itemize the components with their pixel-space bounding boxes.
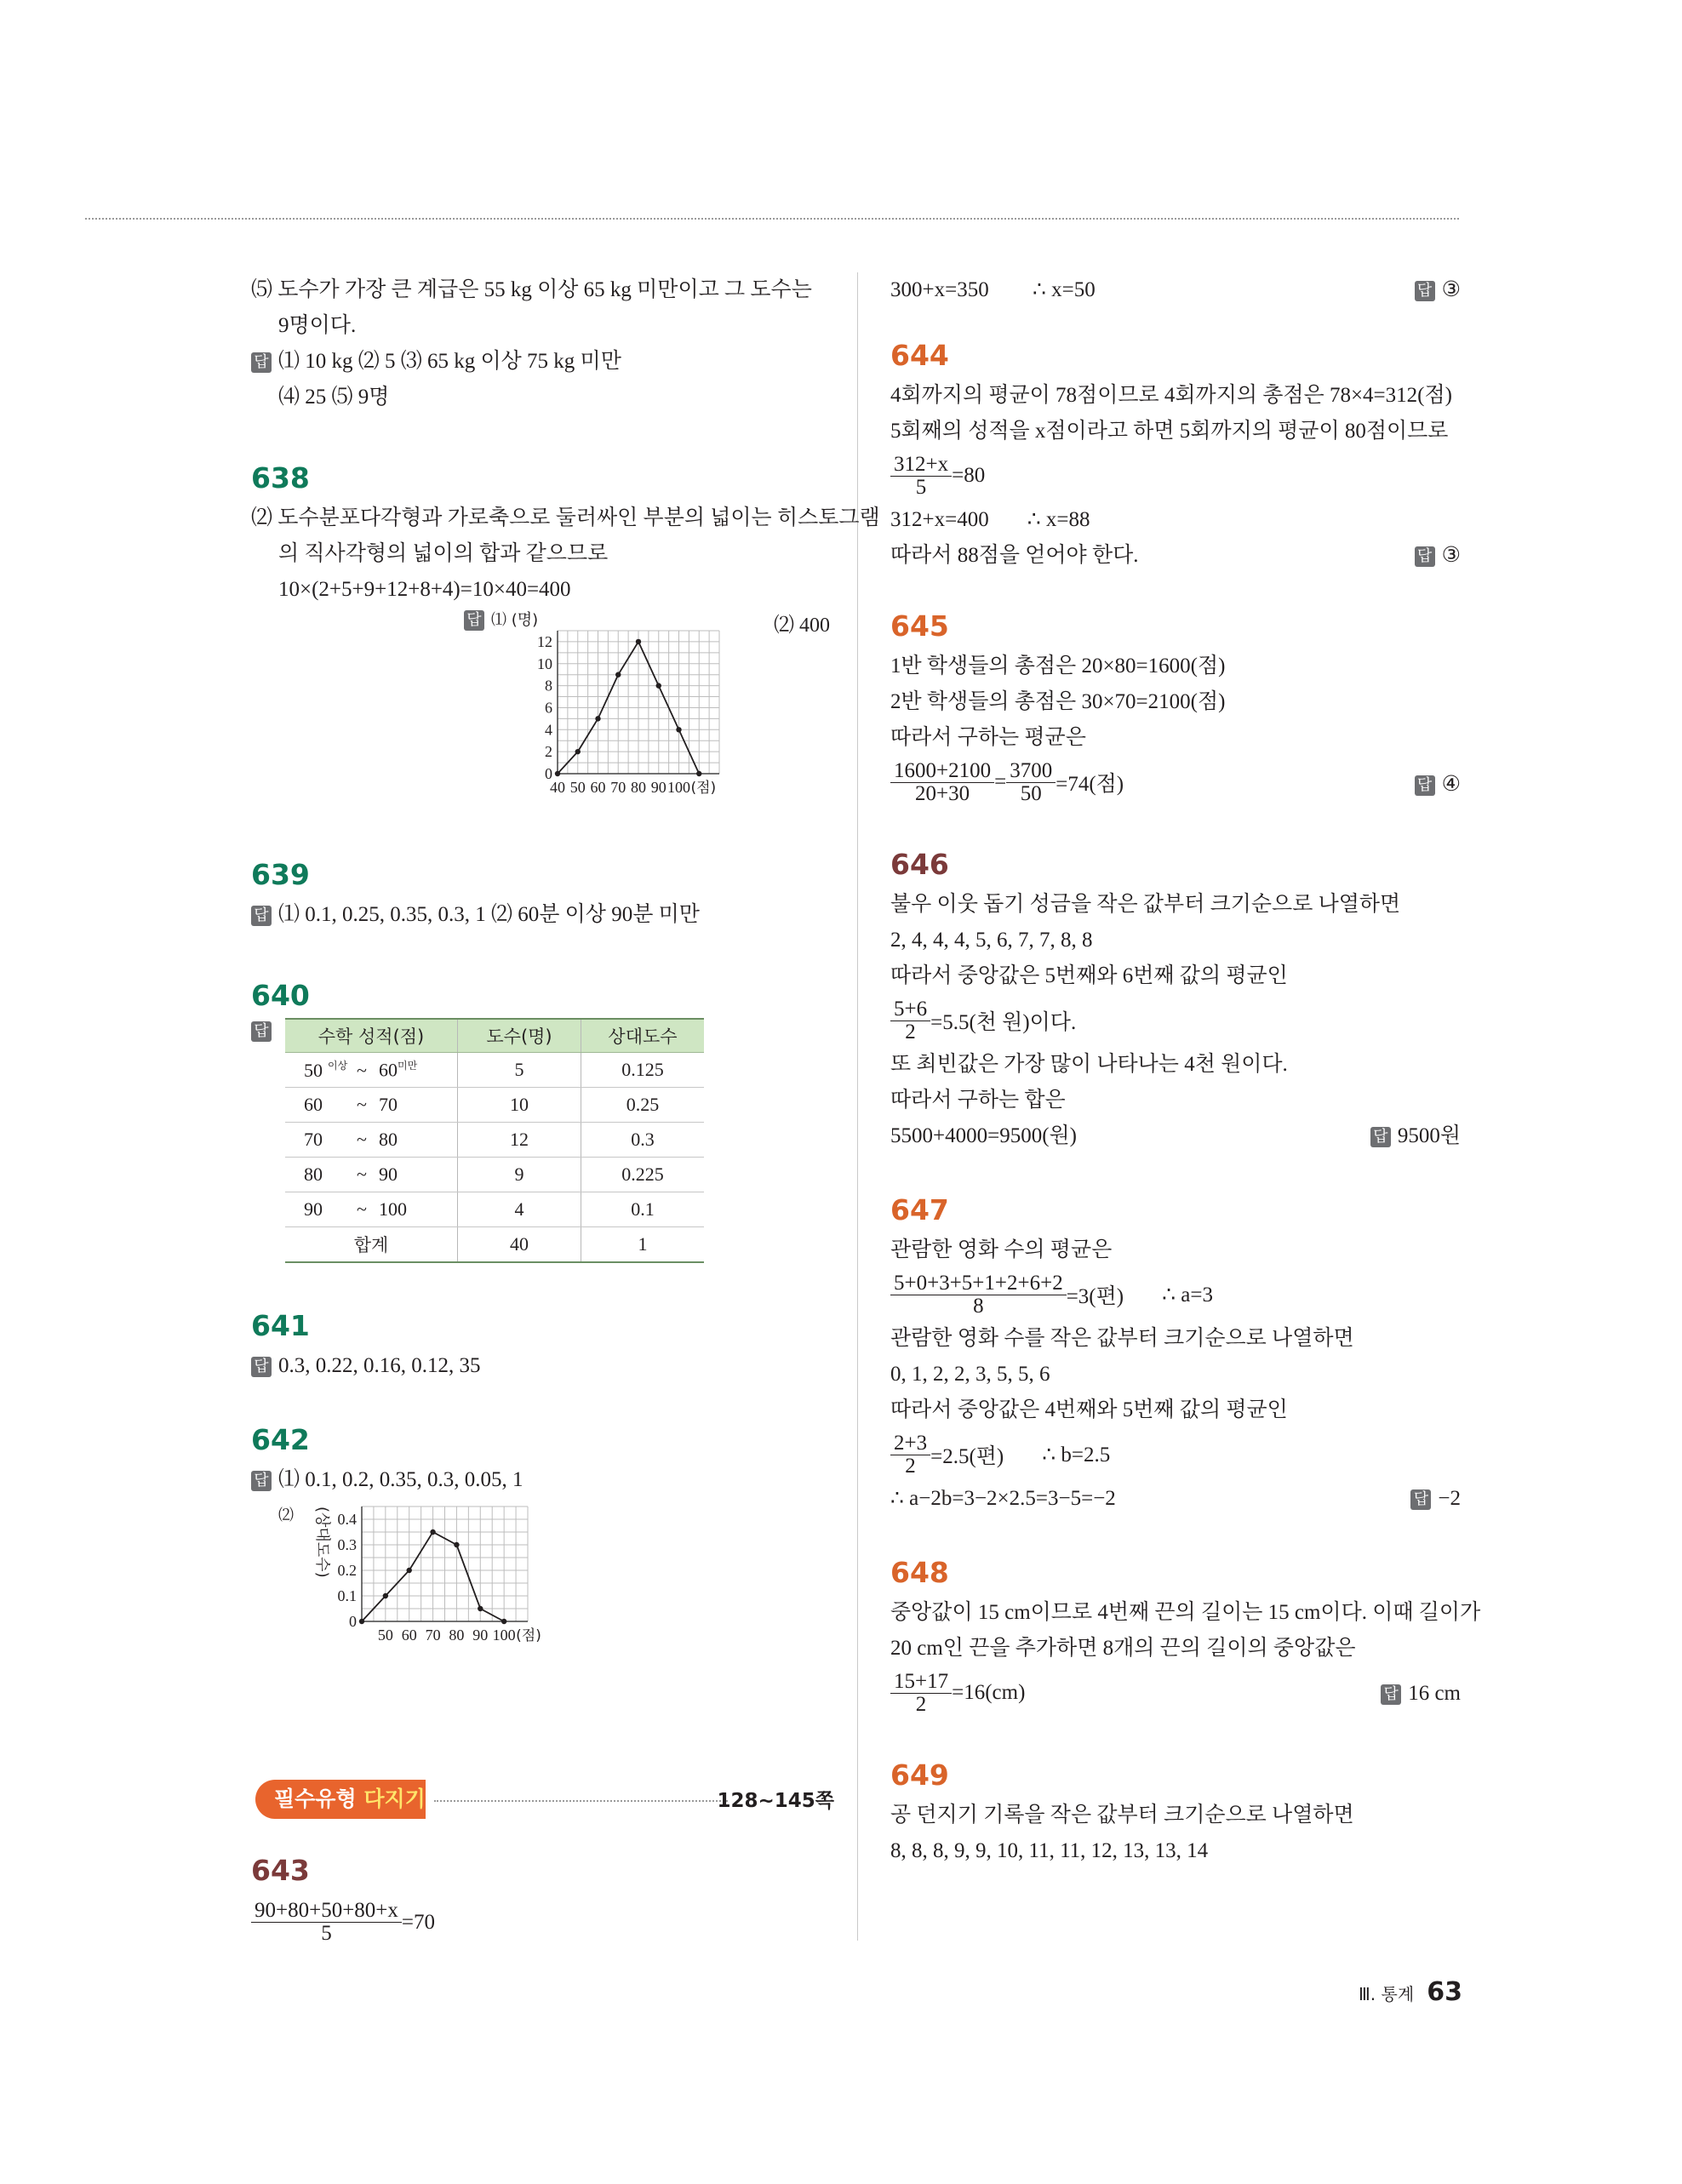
- q647-fraction-1: [890, 1272, 1067, 1318]
- y-tick-label: 0.3: [337, 1536, 357, 1553]
- interval-low-sup: 이상: [328, 1060, 348, 1072]
- q644-answer-text: ③: [1441, 544, 1461, 567]
- q646-text-2: 2, 4, 4, 4, 5, 6, 7, 7, 8, 8: [890, 929, 1093, 952]
- banner-page-range: 128~145쪽: [717, 1790, 834, 1812]
- x-tick-label: 50: [569, 779, 586, 796]
- q647-text-3: 관람한 영화 수를 작은 값부터 크기순으로 나열하면: [890, 1327, 1354, 1350]
- table-total-row: [285, 1227, 704, 1263]
- answer-badge: 답: [251, 1021, 272, 1042]
- q647-equation-2-rest: =2.5(편): [930, 1445, 1004, 1468]
- x-tick-label: 90: [650, 779, 667, 796]
- q642-answer-2-label: ⑵: [278, 1507, 294, 1524]
- question-number-647: 647: [890, 1193, 949, 1226]
- fraction-denominator: 5: [915, 475, 927, 499]
- q647-fraction-2: [890, 1432, 930, 1478]
- total-label-cell: 합계: [285, 1227, 458, 1263]
- q647-equation-2-b: ∴ b=2.5: [1042, 1444, 1111, 1466]
- q646-sum: 5500+4000=9500(원): [890, 1124, 1077, 1147]
- fraction-denominator: 5: [321, 1922, 332, 1945]
- data-point: [407, 1568, 412, 1573]
- frequency-cell: 9: [458, 1158, 581, 1192]
- q644-equation: [890, 449, 1461, 502]
- data-point: [383, 1593, 388, 1598]
- q646-text-6: 따라서 구하는 합은: [890, 1089, 1066, 1112]
- y-tick-label: 2: [545, 743, 552, 761]
- table-row: [285, 1053, 704, 1088]
- y-tick-label: 0: [545, 765, 552, 782]
- fraction-denominator: 20+30: [915, 781, 970, 805]
- q638-answer-2: ⑵ 400: [774, 615, 830, 637]
- y-tick-label: 8: [545, 677, 552, 695]
- answer-badge: 답: [1415, 775, 1435, 796]
- q642-answer-1: [251, 1462, 830, 1498]
- data-point: [575, 749, 581, 754]
- question-number-645: 645: [890, 609, 949, 643]
- data-point: [359, 1619, 364, 1624]
- x-tick-label: 40: [550, 779, 565, 796]
- q644-text-4: [890, 502, 1461, 538]
- question-number-643: 643: [251, 1854, 310, 1887]
- q644-eq: 312+x=400: [890, 508, 989, 531]
- table-row: [285, 1158, 704, 1192]
- q638-text-3: 10×(2+5+9+12+8+4)=10×40=400: [278, 578, 571, 601]
- relative-frequency-cell: 0.25: [581, 1088, 705, 1123]
- interval-tilde: ~: [357, 1129, 367, 1150]
- data-point: [615, 672, 621, 677]
- relative-frequency-cell: 0.125: [581, 1053, 705, 1088]
- fraction-numerator: 5+6: [890, 998, 930, 1021]
- q638-answer-block: [251, 608, 830, 812]
- q646-fraction: [890, 998, 930, 1043]
- table-header: 도수(명): [458, 1019, 581, 1053]
- q639-answer: [251, 897, 830, 933]
- interval-high: 100: [379, 1198, 407, 1220]
- fraction-denominator: 50: [1020, 781, 1042, 805]
- fraction-denominator: 2: [905, 1020, 916, 1043]
- class-interval-cell: [285, 1158, 458, 1192]
- q646-answer: [1370, 1118, 1461, 1154]
- relative-frequency-polygon-chart: [302, 1498, 575, 1647]
- q644-text-1: 4회까지의 평균이 78점이므로 4회까지의 총점은 78×4=312(점): [890, 384, 1452, 407]
- data-point: [454, 1542, 459, 1547]
- q647-equation-rest: =3(편): [1066, 1285, 1124, 1308]
- y-tick-label: 0.2: [337, 1562, 357, 1579]
- top-dotted-rule: [85, 218, 1459, 220]
- data-point: [656, 683, 661, 688]
- class-interval-cell: [285, 1088, 458, 1123]
- q644-conclusion: 따라서 88점을 얻어야 한다.: [890, 544, 1139, 567]
- q641-answer: [251, 1348, 830, 1384]
- answer-badge: 답: [251, 352, 272, 373]
- banner-title: [255, 1780, 426, 1819]
- q647-answer-text: −2: [1438, 1487, 1461, 1510]
- y-tick-label: 0.1: [337, 1587, 357, 1604]
- data-point: [501, 1619, 506, 1624]
- q642-graph-block: [251, 1498, 830, 1651]
- total-relative-cell: 1: [581, 1227, 705, 1263]
- left-column: [251, 272, 880, 1651]
- q637-answer-text: ⑴ 10 kg ⑵ 5 ⑶ 65 kg 이상 75 kg 미만: [278, 350, 621, 373]
- class-interval-cell: [285, 1053, 458, 1088]
- table-row: [285, 1192, 704, 1227]
- q647-equation-2: [890, 1428, 1461, 1481]
- q649-text-2: 8, 8, 8, 9, 9, 10, 11, 11, 12, 13, 13, 14: [890, 1839, 1209, 1862]
- question-number-641: 641: [251, 1309, 310, 1342]
- q644-text-5: [890, 538, 1461, 574]
- q643-fraction: [251, 1900, 402, 1945]
- data-point: [555, 771, 560, 776]
- interval-low: 90: [304, 1198, 323, 1220]
- q648-answer-text: 16 cm: [1408, 1682, 1461, 1705]
- x-unit-label: (점): [516, 1627, 541, 1644]
- q645-text-3: 따라서 구하는 평균은: [890, 726, 1086, 749]
- x-tick-label: 80: [631, 779, 646, 796]
- q642-answer-text: ⑴ 0.1, 0.2, 0.35, 0.3, 0.05, 1: [278, 1468, 523, 1491]
- q641-answer-text: 0.3, 0.22, 0.16, 0.12, 35: [278, 1354, 481, 1377]
- q645-equation: [890, 756, 1461, 809]
- q647-final: ∴ a−2b=3−2×2.5=3−5=−2: [890, 1487, 1116, 1510]
- q648-text-1: 중앙값이 15 cm이므로 4번째 끈의 길이는 15 cm이다. 이때 길이가: [890, 1601, 1481, 1624]
- fraction-numerator: 312+x: [890, 454, 952, 477]
- q645-eq-mid: =: [994, 770, 1007, 793]
- question-number-646: 646: [890, 848, 949, 881]
- fraction-numerator: 1600+2100: [890, 760, 994, 783]
- q644-text-2: 5회째의 성적을 x점이라고 하면 5회까지의 평균이 80점이므로: [890, 420, 1449, 443]
- q645-answer-text: ④: [1441, 773, 1461, 796]
- interval-high: 80: [379, 1129, 398, 1150]
- relative-frequency-table: [285, 1018, 704, 1263]
- q638-text-1: ⑵ 도수분포다각형과 가로축으로 둘러싸인 부분의 넓이는 히스토그램: [251, 506, 880, 529]
- relative-frequency-cell: 0.3: [581, 1123, 705, 1158]
- data-point: [636, 639, 641, 644]
- x-tick-label: 80: [449, 1627, 465, 1644]
- relative-frequency-cell: 0.225: [581, 1158, 705, 1192]
- q648-equation-rest: =16(cm): [952, 1681, 1026, 1704]
- interval-high: 70: [379, 1094, 398, 1115]
- q637-answer-2: ⑷ 25 ⑸ 9명: [278, 386, 390, 409]
- table-row: [285, 1088, 704, 1123]
- q646-text-7: [890, 1118, 1461, 1154]
- q648-answer: [1381, 1682, 1461, 1706]
- interval-high: 60: [379, 1059, 398, 1081]
- q647-text-5: 따라서 중앙값은 4번째와 5번째 값의 평균인: [890, 1398, 1288, 1421]
- q643-cont-eq: 300+x=350: [890, 278, 989, 301]
- q647-equation-b: ∴ a=3: [1162, 1284, 1213, 1306]
- answer-badge: 답: [464, 610, 484, 631]
- q647-answer: [1410, 1481, 1461, 1517]
- frequency-cell: 4: [458, 1192, 581, 1227]
- data-point: [696, 771, 701, 776]
- x-unit-label: (점): [690, 780, 717, 797]
- q646-answer-text: 9500원: [1397, 1124, 1461, 1147]
- answer-badge: 답: [1415, 546, 1435, 567]
- q645-equation-rest: =74(점): [1056, 773, 1124, 796]
- fraction-numerator: 3700: [1006, 760, 1056, 783]
- class-interval-cell: [285, 1123, 458, 1158]
- answer-badge: 답: [251, 906, 272, 926]
- question-number-648: 648: [890, 1556, 949, 1589]
- question-number-649: 649: [890, 1758, 949, 1792]
- q640-answer: [251, 1018, 830, 1263]
- y-tick-label: 0.4: [337, 1511, 357, 1528]
- q646-text-1: 불우 이웃 돕기 성금을 작은 값부터 크기순으로 나열하면: [890, 893, 1401, 916]
- interval-high-sup: 미만: [398, 1060, 418, 1072]
- interval-tilde: ~: [357, 1198, 367, 1220]
- q645-text-1: 1반 학생들의 총점은 20×80=1600(점): [890, 655, 1226, 677]
- q646-equation: [890, 994, 1461, 1047]
- q648-equation: [890, 1667, 1461, 1719]
- q644-answer: [1415, 538, 1461, 574]
- q643-answer: [1415, 272, 1461, 308]
- q637-text-2: 9명이다.: [278, 314, 357, 337]
- q645-text-2: 2반 학생들의 총점은 30×70=2100(점): [890, 690, 1226, 713]
- table-header: 상대도수: [581, 1019, 705, 1053]
- q644-equation-rest: =80: [952, 464, 986, 487]
- table-header: 수학 성적(점): [285, 1019, 458, 1053]
- answer-badge: 답: [1410, 1489, 1431, 1510]
- answer-badge: 답: [251, 1471, 272, 1491]
- answer-badge: 답: [1370, 1127, 1391, 1147]
- question-number-640: 640: [251, 979, 310, 1012]
- interval-tilde: ~: [357, 1163, 367, 1185]
- q639-answer-text: ⑴ 0.1, 0.25, 0.35, 0.3, 1 ⑵ 60분 이상 90분 미만: [278, 903, 700, 926]
- question-number-642: 642: [251, 1423, 310, 1456]
- fraction-numerator: 15+17: [890, 1671, 952, 1694]
- y-tick-label: 6: [545, 699, 552, 717]
- q647-text-4: 0, 1, 2, 2, 3, 5, 5, 6: [890, 1363, 1050, 1386]
- fraction-numerator: 2+3: [890, 1432, 930, 1455]
- q643-cont-line: [890, 272, 1461, 308]
- q637-answer-1: [251, 344, 830, 380]
- interval-tilde: ~: [357, 1094, 367, 1115]
- banner-dotted-rule: [434, 1800, 728, 1802]
- answer-badge: 답: [251, 1357, 272, 1377]
- q646-text-3: 따라서 중앙값은 5번째와 6번째 값의 평균인: [890, 964, 1288, 987]
- y-axis-label: (상대도수): [313, 1507, 331, 1578]
- answer-badge: 답: [1381, 1684, 1401, 1705]
- x-tick-label: 100: [667, 779, 690, 796]
- q649-text-1: 공 던지기 기록을 작은 값부터 크기순으로 나열하면: [890, 1804, 1354, 1827]
- frequency-cell: 10: [458, 1088, 581, 1123]
- q644-fraction: [890, 454, 952, 499]
- q638-y-unit: ⑴ (명): [491, 611, 539, 629]
- q647-text-7: [890, 1481, 1461, 1517]
- q643-cont-eq-b: ∴ x=50: [1032, 278, 1096, 301]
- frequency-cell: 5: [458, 1053, 581, 1088]
- interval-low: 70: [304, 1129, 323, 1150]
- fraction-numerator: 5+0+3+5+1+2+6+2: [890, 1272, 1067, 1295]
- footer-section: Ⅲ. 통계: [1359, 1984, 1415, 2004]
- question-number-644: 644: [890, 339, 949, 372]
- y-tick-label: 10: [537, 655, 552, 672]
- q645-fraction-1: [890, 760, 994, 805]
- q648-text-2: 20 cm인 끈을 추가하면 8개의 끈의 길이의 중앙값은: [890, 1637, 1356, 1660]
- q647-text-1: 관람한 영화 수의 평균은: [890, 1238, 1113, 1261]
- q645-fraction-2: [1006, 760, 1056, 805]
- interval-tilde: ~: [357, 1059, 367, 1081]
- x-tick-label: 60: [590, 779, 606, 796]
- q645-answer: [1415, 771, 1461, 797]
- table-row: [285, 1123, 704, 1158]
- fraction-numerator: 90+80+50+80+x: [251, 1900, 402, 1923]
- right-column: [890, 272, 1481, 1869]
- q643-block: [251, 1849, 830, 1945]
- q643-equation: [251, 1900, 830, 1945]
- q646-text-5: 또 최빈값은 가장 많이 나타나는 4천 원이다.: [890, 1053, 1288, 1076]
- x-tick-label: 90: [472, 1627, 489, 1644]
- fraction-denominator: 2: [915, 1692, 927, 1716]
- banner-title-part2: 다지기: [363, 1787, 426, 1811]
- q648-fraction: [890, 1671, 952, 1716]
- question-number-639: 639: [251, 858, 310, 891]
- y-tick-label: 0: [349, 1613, 357, 1630]
- interval-low: 50: [304, 1059, 323, 1081]
- question-number-638: 638: [251, 461, 310, 495]
- class-interval-cell: [285, 1192, 458, 1227]
- page-number: 63: [1427, 1977, 1462, 2007]
- interval-low: 60: [304, 1094, 323, 1115]
- q646-equation-rest: =5.5(천 원)이다.: [930, 1011, 1077, 1034]
- fraction-denominator: 2: [905, 1454, 916, 1478]
- total-frequency-cell: 40: [458, 1227, 581, 1263]
- answer-badge: 답: [1415, 281, 1435, 301]
- q637-text-1: ⑸ 도수가 가장 큰 계급은 55 kg 이상 65 kg 미만이고 그 도수는: [251, 278, 812, 301]
- q644-eq-b: ∴ x=88: [1027, 508, 1090, 531]
- frequency-cell: 12: [458, 1123, 581, 1158]
- banner-title-part1: 필수유형: [274, 1787, 357, 1811]
- relative-frequency-cell: 0.1: [581, 1192, 705, 1227]
- frequency-polygon-chart: [506, 616, 787, 812]
- data-point: [676, 727, 681, 732]
- x-tick-label: 60: [401, 1627, 417, 1644]
- interval-high: 90: [379, 1163, 398, 1185]
- x-tick-label: 100: [492, 1627, 516, 1644]
- data-point: [478, 1606, 483, 1611]
- data-point: [595, 716, 600, 721]
- data-point: [430, 1529, 435, 1535]
- q638-text-2: 의 직사각형의 넓이의 합과 같으므로: [278, 542, 609, 565]
- y-tick-label: 4: [545, 721, 552, 739]
- section-banner: [255, 1775, 834, 1826]
- x-tick-label: 70: [425, 1627, 441, 1644]
- q643-answer-text: ③: [1441, 278, 1461, 301]
- fraction-denominator: 8: [973, 1294, 984, 1318]
- y-tick-label: 12: [537, 632, 552, 650]
- page-footer: [1359, 1977, 1462, 2007]
- x-tick-label: 50: [377, 1627, 393, 1644]
- interval-low: 80: [304, 1163, 323, 1185]
- q643-equation-rest: =70: [401, 1910, 436, 1934]
- x-tick-label: 70: [610, 779, 626, 796]
- q647-equation-1: [890, 1268, 1461, 1321]
